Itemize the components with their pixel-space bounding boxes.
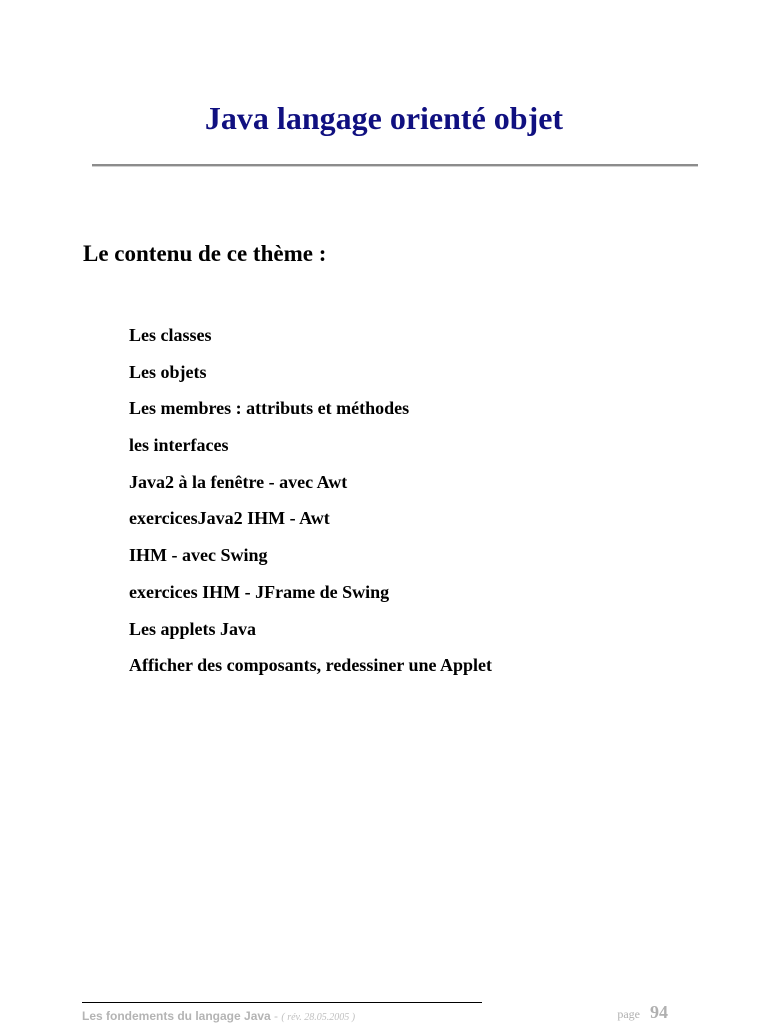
topic-item: les interfaces xyxy=(129,435,229,456)
topic-list xyxy=(129,322,492,689)
topic-item: exercicesJava2 IHM - Awt xyxy=(129,508,330,529)
topic-item: IHM - avec Swing xyxy=(129,545,268,566)
footer-book-title: Les fondements du langage Java xyxy=(82,1009,271,1023)
topic-item: Les objets xyxy=(129,361,207,382)
topic-item: Les applets Java xyxy=(129,618,257,639)
footer-divider xyxy=(82,1002,482,1003)
topic-item: exercices IHM - JFrame de Swing xyxy=(129,581,390,602)
topic-item: Les classes xyxy=(129,325,212,345)
page-number: 94 xyxy=(650,1002,668,1022)
topic-item: Les membres : attributs et méthodes xyxy=(129,398,410,419)
section-heading: Le contenu de ce thème : xyxy=(83,241,327,266)
footer-separator: - xyxy=(270,1009,282,1023)
page-title: Java langage orienté objet xyxy=(204,100,564,136)
footer-book-info xyxy=(82,1008,355,1026)
footer-revision: ( rév. 28.05.2005 ) xyxy=(281,1012,356,1023)
topic-item: Afficher des composants, redessiner une Applet xyxy=(129,655,493,676)
footer-page-info xyxy=(617,1002,668,1023)
title-divider xyxy=(92,164,698,167)
page-label: page xyxy=(617,1007,640,1021)
topic-item: Java2 à la fenêtre - avec Awt xyxy=(129,471,348,492)
